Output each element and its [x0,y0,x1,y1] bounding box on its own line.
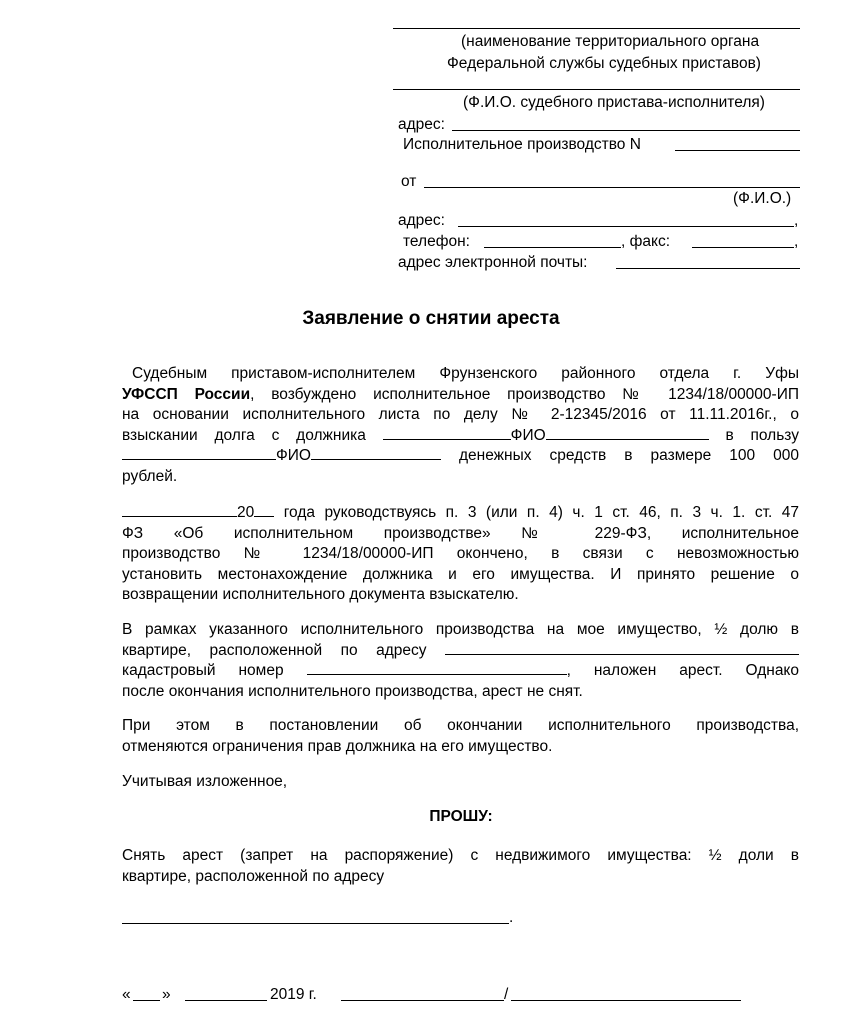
p2-line2: ФЗ «Об исполнительном производстве» № 229-ФЗ, исполнительное [122,524,799,542]
debtor-fio: ФИО [510,426,546,444]
p1-ufssp: УФССП России [122,385,251,403]
fax-comma: , [794,233,799,250]
email-line [616,255,800,269]
p3-line1: В рамках указанного исполнительного производства на мое имущество, ½ долю в [122,621,799,638]
signature-line [341,987,504,1001]
p1-line6: рублей. [122,467,178,485]
cadastral-number-blank [307,661,567,675]
date-quote-close: » [162,986,171,1003]
request-heading: ПРОШУ: [429,808,493,825]
pristav-name-line [393,77,800,90]
paragraph-5 [122,772,799,793]
fio-label: (Ф.И.О.) [733,190,792,207]
p3-line3b: , наложен арест. Однако [566,662,800,679]
creditor-blank-1 [122,446,276,460]
pristav-label: (Ф.И.О. судебного пристава-исполнителя) [463,94,765,111]
p6-line2: квартире, расположенной по адресу [122,867,385,885]
debtor-blank-1 [383,426,511,440]
paragraph-6 [122,846,799,887]
p2-line1: года руководствуясь п. 3 (или п. 4) ч. 1 ст. 46, п. 3 ч. 1. ст. 47 [283,504,799,521]
organ-label-2: Федеральной службы судебных приставов) [447,55,761,72]
date-blank-2 [254,503,274,517]
from-label: от [401,173,417,190]
organ-name-line [393,16,800,29]
fax-line [692,234,794,248]
p4-line1: При этом в постановлении об окончании исполнительного производства, [122,717,799,734]
p1-line1: Судебным приставом-исполнителем Фрунзенского районного отдела г. Уфы [132,365,799,382]
applicant-address-label: адрес: [398,212,445,229]
proceeding-number-line [675,137,800,151]
p3-line2: квартире, расположенной по адресу [122,641,427,659]
p1-line3: на основании исполнительного листа по делу № 2-12345/2016 от 11.11.2016г., о [122,406,799,423]
request-address-line [122,910,509,924]
paragraph-3 [122,620,799,702]
p4-line2: отменяются ограничения прав должника на его имущество. [122,737,553,755]
proceeding-label: Исполнительное производство N [403,136,641,153]
phone-label: телефон: [403,233,470,250]
pristav-address-line [452,117,800,131]
phone-line [484,234,621,248]
pristav-address-label: адрес: [398,116,445,133]
creditor-blank-2 [311,446,441,460]
applicant-address-line [458,213,794,227]
paragraph-2 [122,503,799,606]
date-month-line [185,987,267,1001]
date-quote-open: « [122,986,131,1003]
date-year: 2019 г. [270,986,317,1003]
applicant-address-comma: , [794,212,799,229]
p2-line3: производство № 1234/18/00000-ИП окончено, в связи с невозможностью [122,545,799,562]
creditor-fio: ФИО [276,447,311,464]
signature-slash: / [504,986,509,1003]
paragraph-4 [122,716,799,757]
email-label: адрес электронной почты: [398,254,588,271]
page-title: Заявление о снятии ареста [302,308,560,329]
request-address-dot: . [509,909,514,926]
p1-line4a: взыскании долга с должника [122,426,366,444]
organ-label: (наименование территориального органа [461,33,760,50]
date-blank-1 [122,503,237,517]
p1-line2: , возбуждено исполнительное производство № 1234/18/00000-ИП [250,385,799,403]
p5-text: Учитывая изложенное, [122,773,288,790]
p3-line3a: кадастровый номер [122,662,284,679]
p6-line1: Снять арест (запрет на распоряжение) с недвижимого имущества: ½ доли в [122,847,799,864]
p1-line4b: в пользу [725,426,799,444]
debtor-blank-2 [546,426,709,440]
signature-name-line [511,987,741,1001]
p1-line5b: денежных средств в размере 100 000 [459,447,799,464]
p2-line4: установить местонахождение должника и его имущества. И принято решение о [122,565,799,583]
p3-line4: после окончания исполнительного производства, арест не снят. [122,682,583,700]
from-name-line [424,174,800,188]
p2-year: 20 [237,504,255,521]
date-day-line [133,987,160,1001]
p2-line5: возвращении исполнительного документа взыскателю. [122,586,519,603]
fax-label: , факс: [621,233,670,250]
property-address-blank [445,641,799,655]
paragraph-1 [122,364,799,487]
